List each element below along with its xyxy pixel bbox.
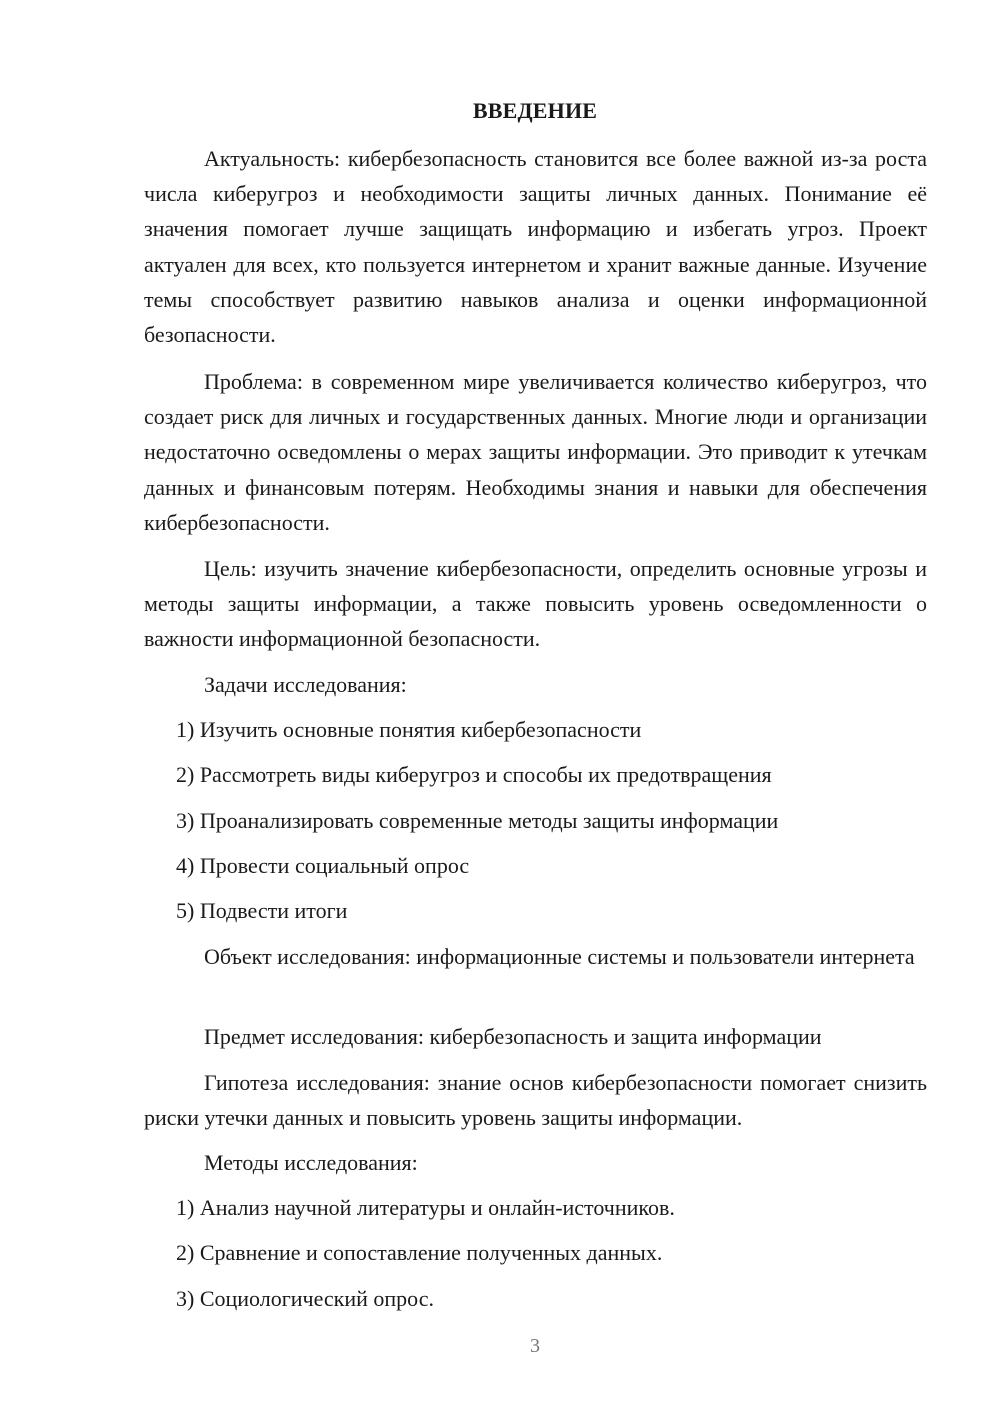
page-number: 3 <box>530 1335 540 1357</box>
object-paragraph: Объект исследования: информационные системы и пользователи интернета <box>204 944 915 969</box>
method-item-2: 2) Сравнение и сопоставление полученных данных. <box>176 1240 663 1265</box>
method-item-1: 1) Анализ научной литературы и онлайн-источников. <box>176 1195 675 1220</box>
task-item-4: 4) Провести социальный опрос <box>176 853 470 878</box>
task-item-2: 2) Рассмотреть виды киберугроз и способы их предотвращения <box>176 762 772 787</box>
subject-paragraph: Предмет исследования: кибербезопасность и защита информации <box>204 1024 822 1049</box>
goal-paragraph: Цель: изучить значение кибербезопасности, определить основные угрозы и методы защиты информации, а также повысить уровень осведомленности о важности информационной безопасности. <box>144 556 927 652</box>
tasks-heading: Задачи исследования: <box>204 672 407 697</box>
methods-heading: Методы исследования: <box>204 1150 418 1175</box>
hypothesis-paragraph: Гипотеза исследования: знание основ кибербезопасности помогает снизить риски утечки данных и повысить уровень защиты информации. <box>144 1070 927 1131</box>
method-item-3: 3) Социологический опрос. <box>176 1286 434 1311</box>
problem-paragraph: Проблема: в современном мире увеличивается количество киберугроз, что создает риск для личных и государственных данных. Многие люди и организации недостаточно осведомлены о мерах защиты информации. Это приводит к утечкам данных и финансовым потерям. Необходимы знания и навыки для обеспечения кибербезопасности. <box>144 369 927 535</box>
task-item-5: 5) Подвести итоги <box>176 898 348 923</box>
page-title: ВВЕДЕНИЕ <box>472 98 598 123</box>
relevance-paragraph: Актуальность: кибербезопасность становится все более важной из-за роста числа киберугроз и необходимости защиты личных данных. Понимание её значения помогает лучше защищать информацию и избегать угроз. Проект актуален для всех, кто пользуется интернетом и хранит важные данные. Изучение темы способствует развитию навыков анализа и оценки информационной безопасности. <box>144 146 927 348</box>
task-item-1: 1) Изучить основные понятия кибербезопасности <box>176 717 642 742</box>
task-item-3: 3) Проанализировать современные методы защиты информации <box>176 808 779 833</box>
